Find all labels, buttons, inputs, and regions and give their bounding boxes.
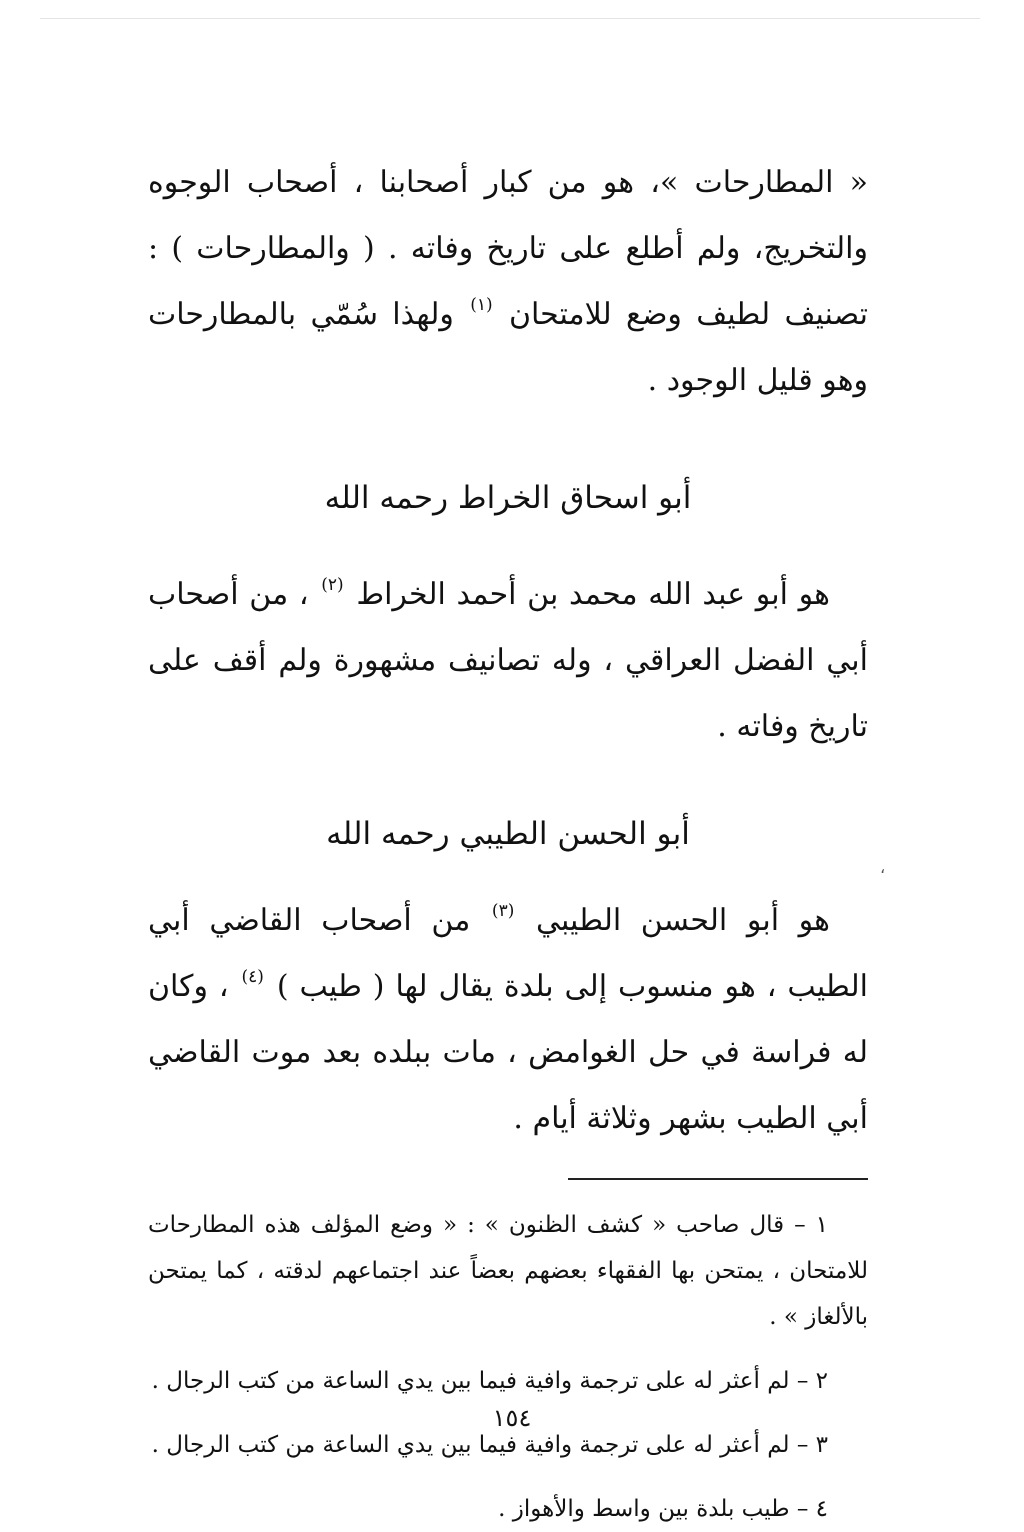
paragraph-al-tibi [148,888,868,1152]
footnote-ref-1: (١) [470,295,493,315]
paragraph-al-kharrat-start: هو أبو عبد الله محمد بن أحمد الخراط [356,577,830,612]
paragraph-al-kharrat-end: ، من أصحاب أبي الفضل العراقي ، وله تصانيف مشهورة ولم أقف على تاريخ وفاته . [148,577,868,744]
footnote-1: ١ – قال صاحب « كشف الظنون » : « وضع المؤلف هذه المطارحات للامتحان ، يمتحن بها الفقهاء بعضهم بعضاً عند اجتماعهم لدقته ، كما يمتحن بالألغاز » . [148,1212,868,1330]
paragraph-mutarahat-end: ولهذا سُمّي بالمطارحات وهو قليل الوجود . [148,297,868,398]
footnotes [148,1202,868,1532]
footnote-ref-4: (٤) [241,967,264,987]
margin-mark: ، [880,858,886,877]
footnote-2: ٢ – لم أعثر له على ترجمة وافية فيما بين يدي الساعة من كتب الرجال . [151,1368,828,1394]
heading-abu-al-hasan-al-tibi: أبو الحسن الطيبي رحمه الله [326,816,690,852]
paragraph-al-tibi-mid: من أصحاب القاضي أبي الطيب ، هو منسوب إلى بلدة يقال لها ( طيب ) [148,903,868,1004]
top-rule [40,18,980,19]
footnote-ref-3: (٣) [491,901,515,921]
paragraph-al-tibi-start: هو أبو الحسن الطيبي [535,903,830,938]
footnote-4: ٤ – طيب بلدة بين واسط والأهواز . [498,1496,828,1522]
paragraph-mutarahat-text: « المطارحات »، هو من كبار أصحابنا ، أصحاب الوجوه والتخريج، ولم أطلع على تاريخ وفاته . ( والمطارحات ) : تصنيف لطيف وضع للامتحان [148,165,868,332]
paragraph-mutarahat [148,150,868,414]
footnote-3: ٣ – لم أعثر له على ترجمة وافية فيما بين يدي الساعة من كتب الرجال . [151,1432,828,1458]
footnote-ref-2: (٢) [321,575,344,595]
page-number: ١٥٤ [492,1404,532,1432]
heading-abu-ishaq-al-kharrat: أبو اسحاق الخراط رحمه الله [324,480,692,516]
page-body [148,150,868,1532]
paragraph-al-kharrat [148,562,868,760]
footnote-separator [568,1178,868,1180]
paragraph-al-tibi-end: ، وكان له فراسة في حل الغوامض ، مات ببلده بعد موت القاضي أبي الطيب بشهر وثلاثة أيام . [148,969,868,1136]
